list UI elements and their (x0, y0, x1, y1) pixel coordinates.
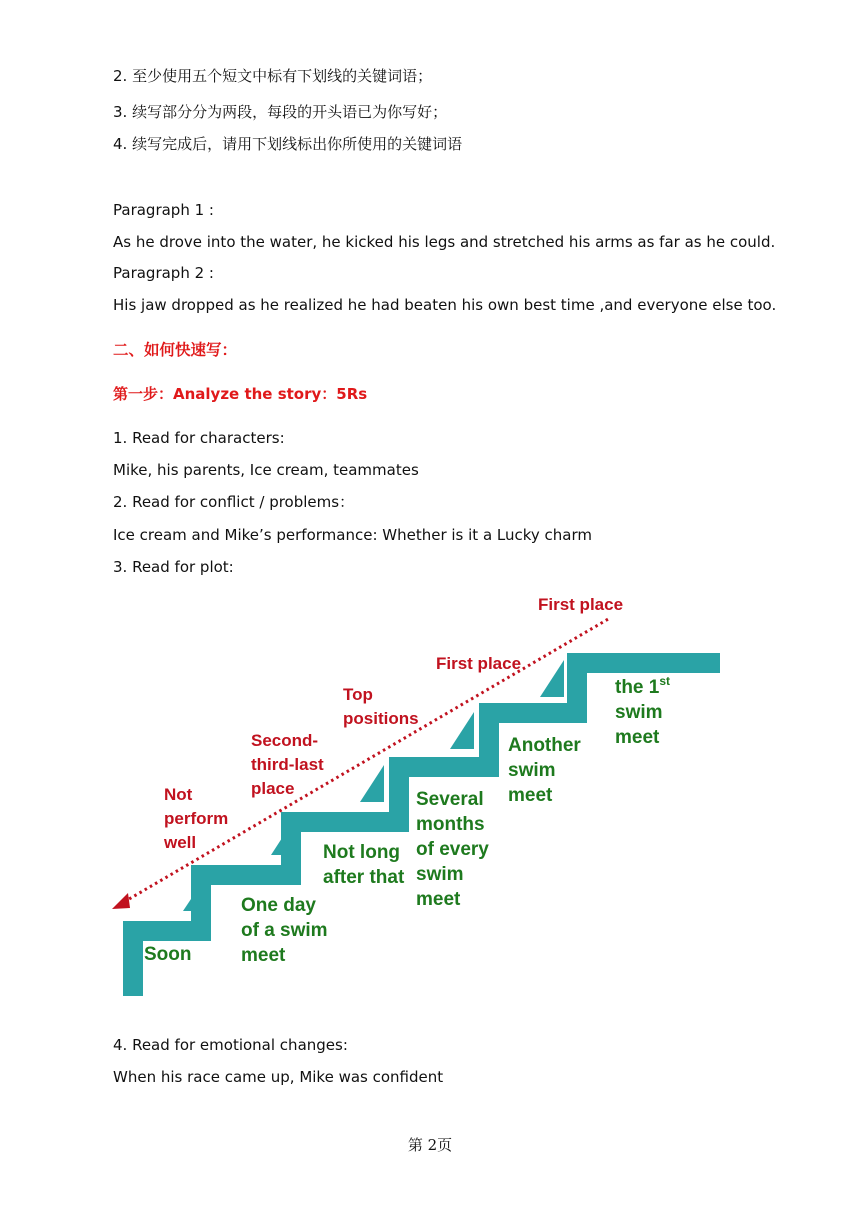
emotion-heading: 4. Read for emotional changes: (113, 1036, 348, 1054)
stair-label-another-swim-meet: Another swim meet (508, 735, 581, 806)
step-triangle-5 (540, 660, 564, 697)
step-heading: 第一步：Analyze the story：5Rs (113, 385, 368, 403)
result-label-second-third-last: Second- third-last place (251, 731, 324, 798)
plot-heading: 3. Read for plot: (113, 558, 234, 576)
paragraph-1-label: Paragraph 1 : (113, 201, 214, 219)
step-triangle-3 (360, 765, 384, 802)
requirement-4: 4. 续写完成后，请用下划线标出你所使用的关键词语 (113, 135, 463, 153)
paragraph-1-opening: As he drove into the water, he kicked his legs and stretched his arms as far as he could. (113, 233, 776, 251)
result-label-first-place-2: First place (538, 595, 624, 614)
stair-label-first-swim-meet: the 1st swim meet (615, 674, 671, 748)
requirement-2: 2. 至少使用五个短文中标有下划线的关键词语； (113, 67, 433, 85)
paragraph-2-label: Paragraph 2 : (113, 264, 214, 282)
conflict-heading: 2. Read for conflict / problems： (113, 493, 355, 511)
result-label-top-positions: Top positions (343, 685, 419, 728)
conflict-text: Ice cream and Mike’s performance: Whether is it a Lucky charm (113, 526, 593, 544)
stair-label-one-day: One day of a swim meet (241, 895, 328, 966)
characters-heading: 1. Read for characters: (113, 429, 285, 447)
stair-label-not-long: Not long after that (323, 842, 405, 888)
emotion-text: When his race came up, Mike was confident (113, 1068, 444, 1086)
paragraph-2-opening: His jaw dropped as he realized he had beaten his own best time ,and everyone else too. (113, 296, 777, 314)
stair-label-soon: Soon (144, 944, 192, 965)
requirement-3: 3. 续写部分分为两段，每段的开头语已为你写好； (113, 103, 448, 121)
result-label-first-place-1: First place (436, 654, 522, 673)
step-triangle-4 (450, 712, 474, 749)
arrow-head-icon (112, 893, 130, 909)
section-heading: 二、如何快速写： (113, 341, 238, 359)
result-label-not-perform-well: Not perform well (164, 785, 229, 852)
page-number: 第 2页 (407, 1136, 453, 1154)
stair-label-several-months: Several months of every swim meet (416, 789, 489, 910)
characters-text: Mike, his parents, Ice cream, teammates (113, 461, 419, 479)
